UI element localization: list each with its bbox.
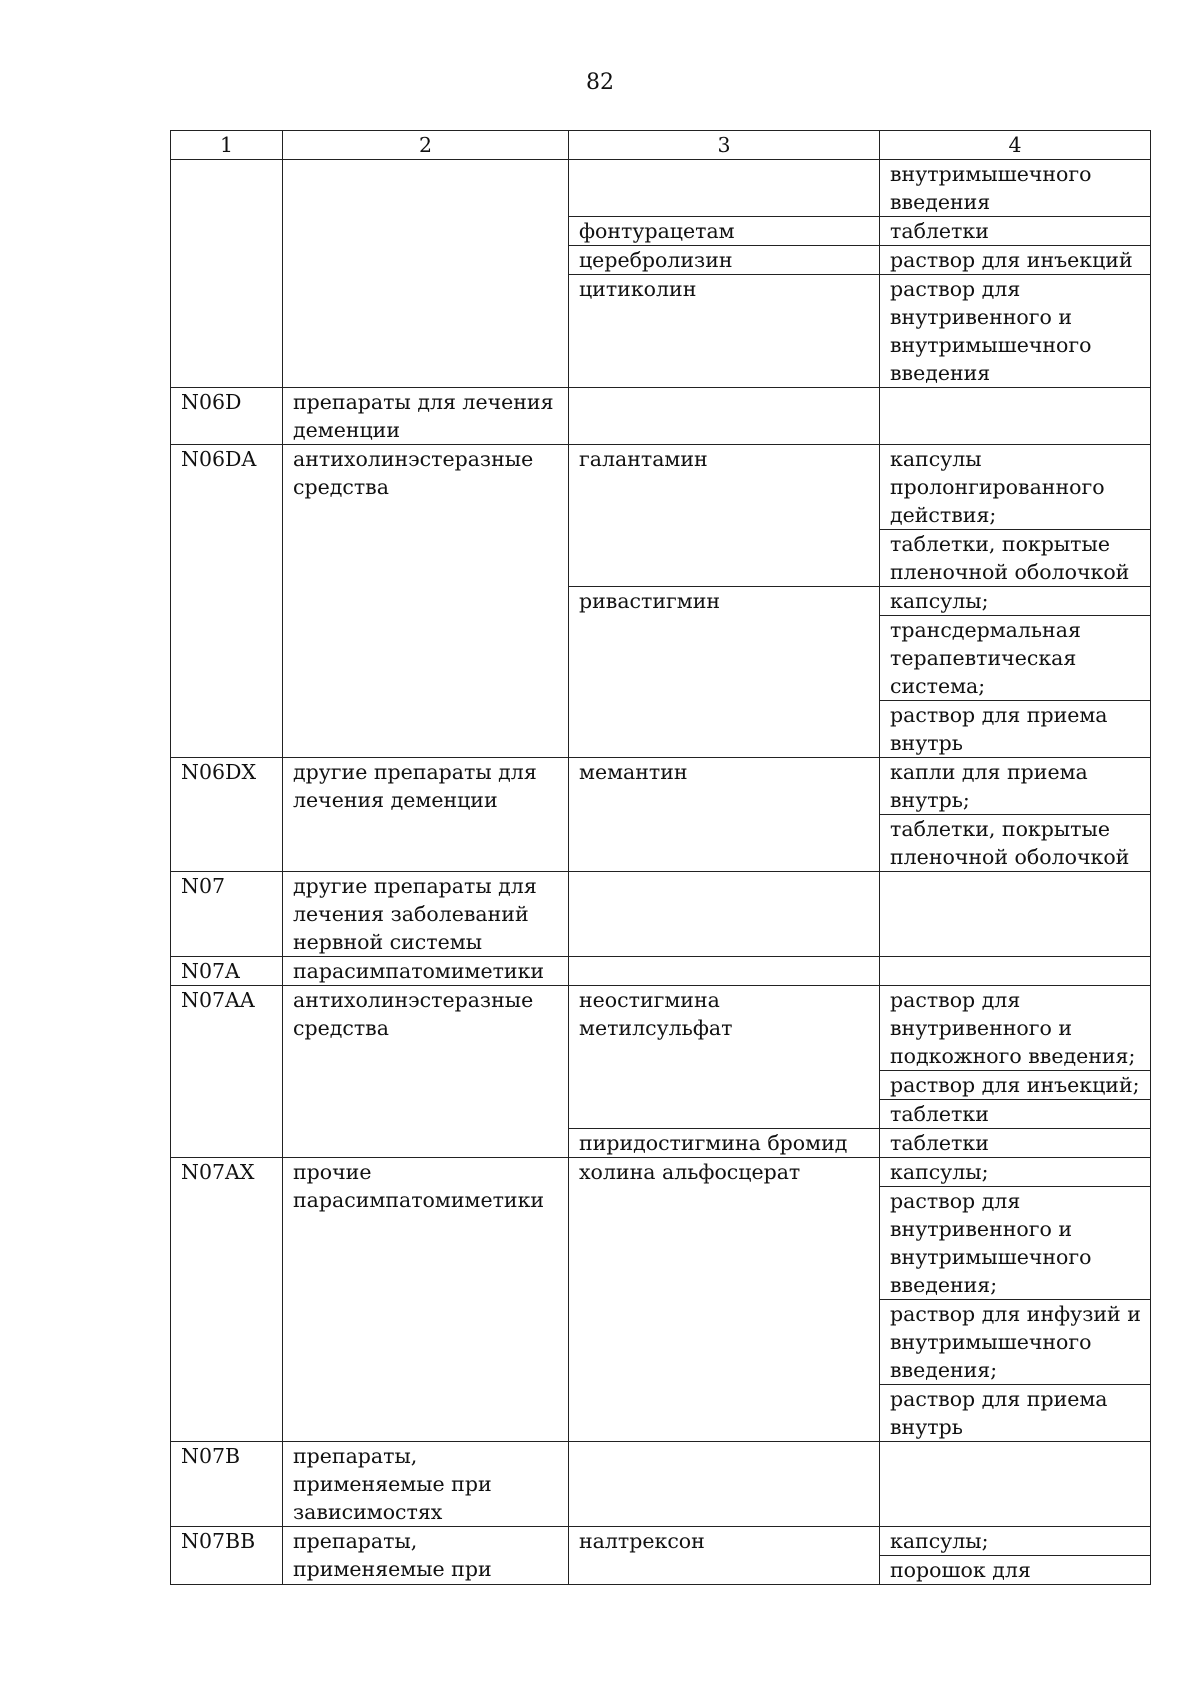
- atc-code-cell: N07B: [171, 1442, 283, 1527]
- dosage-form-item: таблетки: [890, 219, 989, 243]
- dosage-form-item: порошок для: [890, 1558, 1031, 1582]
- drug-name-cell: пиридостигмина бромид: [569, 1129, 880, 1158]
- atc-code-cell: N07AA: [171, 986, 283, 1158]
- dosage-form-item: внутримышечного введения: [890, 162, 1092, 214]
- dosage-forms-cell: [880, 1442, 1151, 1527]
- header-col-3: 3: [569, 131, 880, 160]
- table-row: [171, 1442, 1151, 1527]
- dosage-forms-cell: [880, 986, 1151, 1129]
- drug-name-cell: [569, 872, 880, 957]
- drug-name-cell: [569, 388, 880, 445]
- group-name-cell: антихолинэстеразные средства: [283, 986, 569, 1158]
- dosage-forms-cell: [880, 1129, 1151, 1158]
- dosage-form-item: капсулы;: [880, 1158, 1150, 1187]
- dosage-forms-cell: [880, 246, 1151, 275]
- dosage-form-item: капсулы;: [880, 1527, 1150, 1556]
- table-row: [171, 1158, 1151, 1442]
- dosage-forms-cell: [880, 758, 1151, 872]
- drug-name-cell: [569, 957, 880, 986]
- drug-name-cell: холина альфосцерат: [569, 1158, 880, 1442]
- table-row: [171, 445, 1151, 587]
- dosage-form-item: трансдермальная терапевтическая система;: [880, 616, 1150, 701]
- table-body: [171, 160, 1151, 1585]
- dosage-form-item: капсулы;: [880, 587, 1150, 616]
- dosage-forms-cell: [880, 872, 1151, 957]
- group-name-cell: препараты, применяемые при: [283, 1527, 569, 1585]
- dosage-form-item: раствор для инъекций;: [880, 1071, 1150, 1100]
- dosage-forms-cell: [880, 1527, 1151, 1585]
- group-name-cell: препараты, применяемые при зависимостях: [283, 1442, 569, 1527]
- group-name-cell: другие препараты для лечения заболеваний нервной системы: [283, 872, 569, 957]
- dosage-forms-cell: [880, 1158, 1151, 1442]
- table-row: [171, 388, 1151, 445]
- table-header-row: [171, 131, 1151, 160]
- page-number: 82: [586, 70, 614, 95]
- group-name-cell: другие препараты для лечения деменции: [283, 758, 569, 872]
- atc-code-cell: N07AX: [171, 1158, 283, 1442]
- atc-code-cell: N06DX: [171, 758, 283, 872]
- drug-table: [170, 130, 1151, 1585]
- atc-code-cell: N06D: [171, 388, 283, 445]
- header-col-1: 1: [171, 131, 283, 160]
- drug-name-cell: неостигмина метилсульфат: [569, 986, 880, 1129]
- drug-name-cell: цитиколин: [569, 275, 880, 388]
- dosage-form-item: раствор для приема внутрь: [890, 1387, 1108, 1439]
- dosage-form-item: раствор для внутривенного и подкожного введения;: [880, 986, 1150, 1071]
- table-row: [171, 1527, 1151, 1585]
- group-name-cell: препараты для лечения деменции: [283, 388, 569, 445]
- dosage-forms-cell: [880, 445, 1151, 587]
- group-name-cell: антихолинэстеразные средства: [283, 445, 569, 758]
- group-name-cell: [283, 160, 569, 388]
- dosage-form-item: капсулы пролонгированного действия;: [880, 445, 1150, 530]
- table-row: [171, 872, 1151, 957]
- table-row: [171, 986, 1151, 1129]
- atc-code-cell: N07A: [171, 957, 283, 986]
- drug-name-cell: фонтурацетам: [569, 217, 880, 246]
- group-name-cell: прочие парасимпатомиметики: [283, 1158, 569, 1442]
- drug-name-cell: [569, 1442, 880, 1527]
- dosage-form-item: раствор для инфузий и внутримышечного введения;: [880, 1300, 1150, 1385]
- dosage-forms-cell: [880, 275, 1151, 388]
- dosage-form-item: раствор для внутривенного и внутримышечного введения;: [880, 1187, 1150, 1300]
- atc-code-cell: N06DA: [171, 445, 283, 758]
- dosage-form-item: раствор для внутривенного и внутримышечного введения: [890, 277, 1092, 385]
- dosage-form-item: раствор для приема внутрь: [890, 703, 1108, 755]
- dosage-form-item: таблетки: [890, 1102, 989, 1126]
- dosage-forms-cell: [880, 587, 1151, 758]
- header-col-4: 4: [880, 131, 1151, 160]
- header-col-2: 2: [283, 131, 569, 160]
- drug-name-cell: мемантин: [569, 758, 880, 872]
- drug-name-cell: галантамин: [569, 445, 880, 587]
- atc-code-cell: N07BB: [171, 1527, 283, 1585]
- dosage-form-item: таблетки, покрытые пленочной оболочкой: [890, 532, 1130, 584]
- group-name-cell: парасимпатомиметики: [283, 957, 569, 986]
- dosage-forms-cell: [880, 217, 1151, 246]
- drug-name-cell: церебролизин: [569, 246, 880, 275]
- dosage-forms-cell: [880, 957, 1151, 986]
- dosage-forms-cell: [880, 388, 1151, 445]
- table-row: [171, 758, 1151, 872]
- dosage-form-item: раствор для инъекций: [890, 248, 1133, 272]
- table-row: [171, 957, 1151, 986]
- drug-name-cell: [569, 160, 880, 217]
- dosage-form-item: таблетки: [890, 1131, 989, 1155]
- drug-name-cell: налтрексон: [569, 1527, 880, 1585]
- dosage-forms-cell: [880, 160, 1151, 217]
- dosage-form-item: таблетки, покрытые пленочной оболочкой: [890, 817, 1130, 869]
- atc-code-cell: N07: [171, 872, 283, 957]
- atc-code-cell: [171, 160, 283, 388]
- dosage-form-item: капли для приема внутрь;: [880, 758, 1150, 815]
- table-row: [171, 160, 1151, 217]
- drug-name-cell: ривастигмин: [569, 587, 880, 758]
